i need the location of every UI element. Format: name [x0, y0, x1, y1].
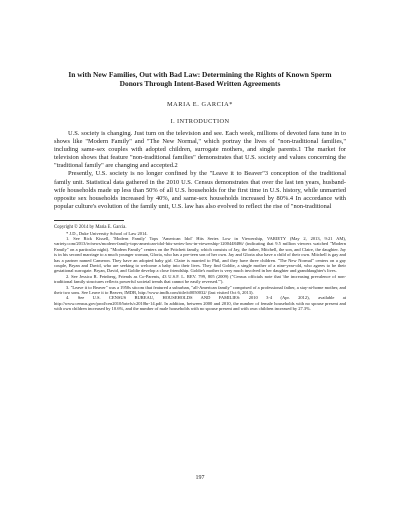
author-footnote: * J.D., Duke University School of Law 2014.	[66, 230, 148, 236]
article-page	[54, 70, 346, 312]
copyright-notice: Copyright © 2014 by Maria E. Garcia.	[54, 224, 127, 230]
footnote-divider	[54, 220, 124, 221]
footnote-3: 3. "Leave it to Beaver" was a 1950s sitcom that featured a suburban, "all-American family" comprised of a professional father, a stay-at-home mother, and their two sons. See Leave it to Beaver, IMDB, http://www.imdb.com/title/tt0050032/ (last visited Oct 6, 2013).	[54, 284, 346, 295]
page-number: 197	[195, 475, 205, 481]
body-paragraph: U.S. society is changing. Just turn on the television and see. Each week, millions of devoted fans tune in to shows like "Modern Family" and "The New Normal," which portray the lives of "non-traditional families," including same-sex couples with adopted children, surrogate mothers, and single parents.1 The market for television shows that feature "non-traditional families" demonstrates that U.S. society and values concerning the "traditional family" are changing and accepted.2	[54, 130, 346, 170]
footnote-2: 2. See Jessica R. Feinberg, Friends as Co-Parents, 43 U.S.F. L. REV. 799, 805 (2009) ("Census officials note that 'the increasing prevalence of non-traditional family structures reflects powerful societal trends that cannot be easily reversed.'").	[54, 273, 346, 285]
footnote-1: 1. See Rick Kissell, 'Modern Family' Tops 'American Idol' Hits Series Low in Viewership, VARIETY (May 2, 2013, 9:21 AM), variety.com/2013/tv/news/modern-family-tops-american-idol-hits-series-low-in-viewership-1200448486/ (indicating that 9.5 million viewers watched "Modern Family" on a particular night). "Modern Family" centers on the Pritchett family, which consists of Jay, the father, Mitchell, the son, and Claire, the daughter. Jay is in his second marriage to a much younger woman, Gloria, who has a pre-teen son of her own. Jay and Gloria also have a child of their own. Mitchell is gay and has a partner named Cameron. They have an adopted baby girl. Claire is married to Phil, and they have three children. "The New Normal" centers on a gay couple, Bryan and David, who are seeking to welcome a baby into their lives. They find Goldie, a single mother of a nine-year-old, who agrees to be their gestational surrogate. Bryan, David, and Goldie develop a close friendship. Goldie's mother is very much involved in her daughter and granddaughter's lives.	[54, 235, 346, 274]
article-title: In with New Families, Out with Bad Law: Determining the Rights of Known Sperm Donors Through Intent-Based Written Agreements	[68, 70, 332, 88]
footnote-4: 4. See U.S. CENSUS BUREAU, HOUSEHOLDS AND FAMILIES: 2010 3-4 (Apr. 2012), available at http://www.census.gov/prod/cen2010/briefs/c2010br-14.pdf. In addition, between 2000 and 2010, the number of female households with no spouse present and with own children increased by 10.6%, and the number of male households with no spouse present and with own children increased by 27.3%.	[54, 295, 346, 312]
article-author: MARIA E. GARCIA*	[166, 101, 234, 108]
body-paragraph: Presently, U.S. society is no longer confined by the "Leave it to Beaver"3 conception of the traditional family unit. Statistical data gathered in the 2010 U.S. Census demonstrates that over the last ten years, husband-wife households made up less than 50% of all U.S. households for the first time in U.S. history, while unmarried opposite sex households increased by 40%, and same-sex households increased by 80%.4 In accordance with popular culture's evolution of the family unit, U.S. law has also evolved to reflect the rise of "non-traditional	[54, 170, 346, 210]
section-heading: I. INTRODUCTION	[170, 118, 230, 125]
